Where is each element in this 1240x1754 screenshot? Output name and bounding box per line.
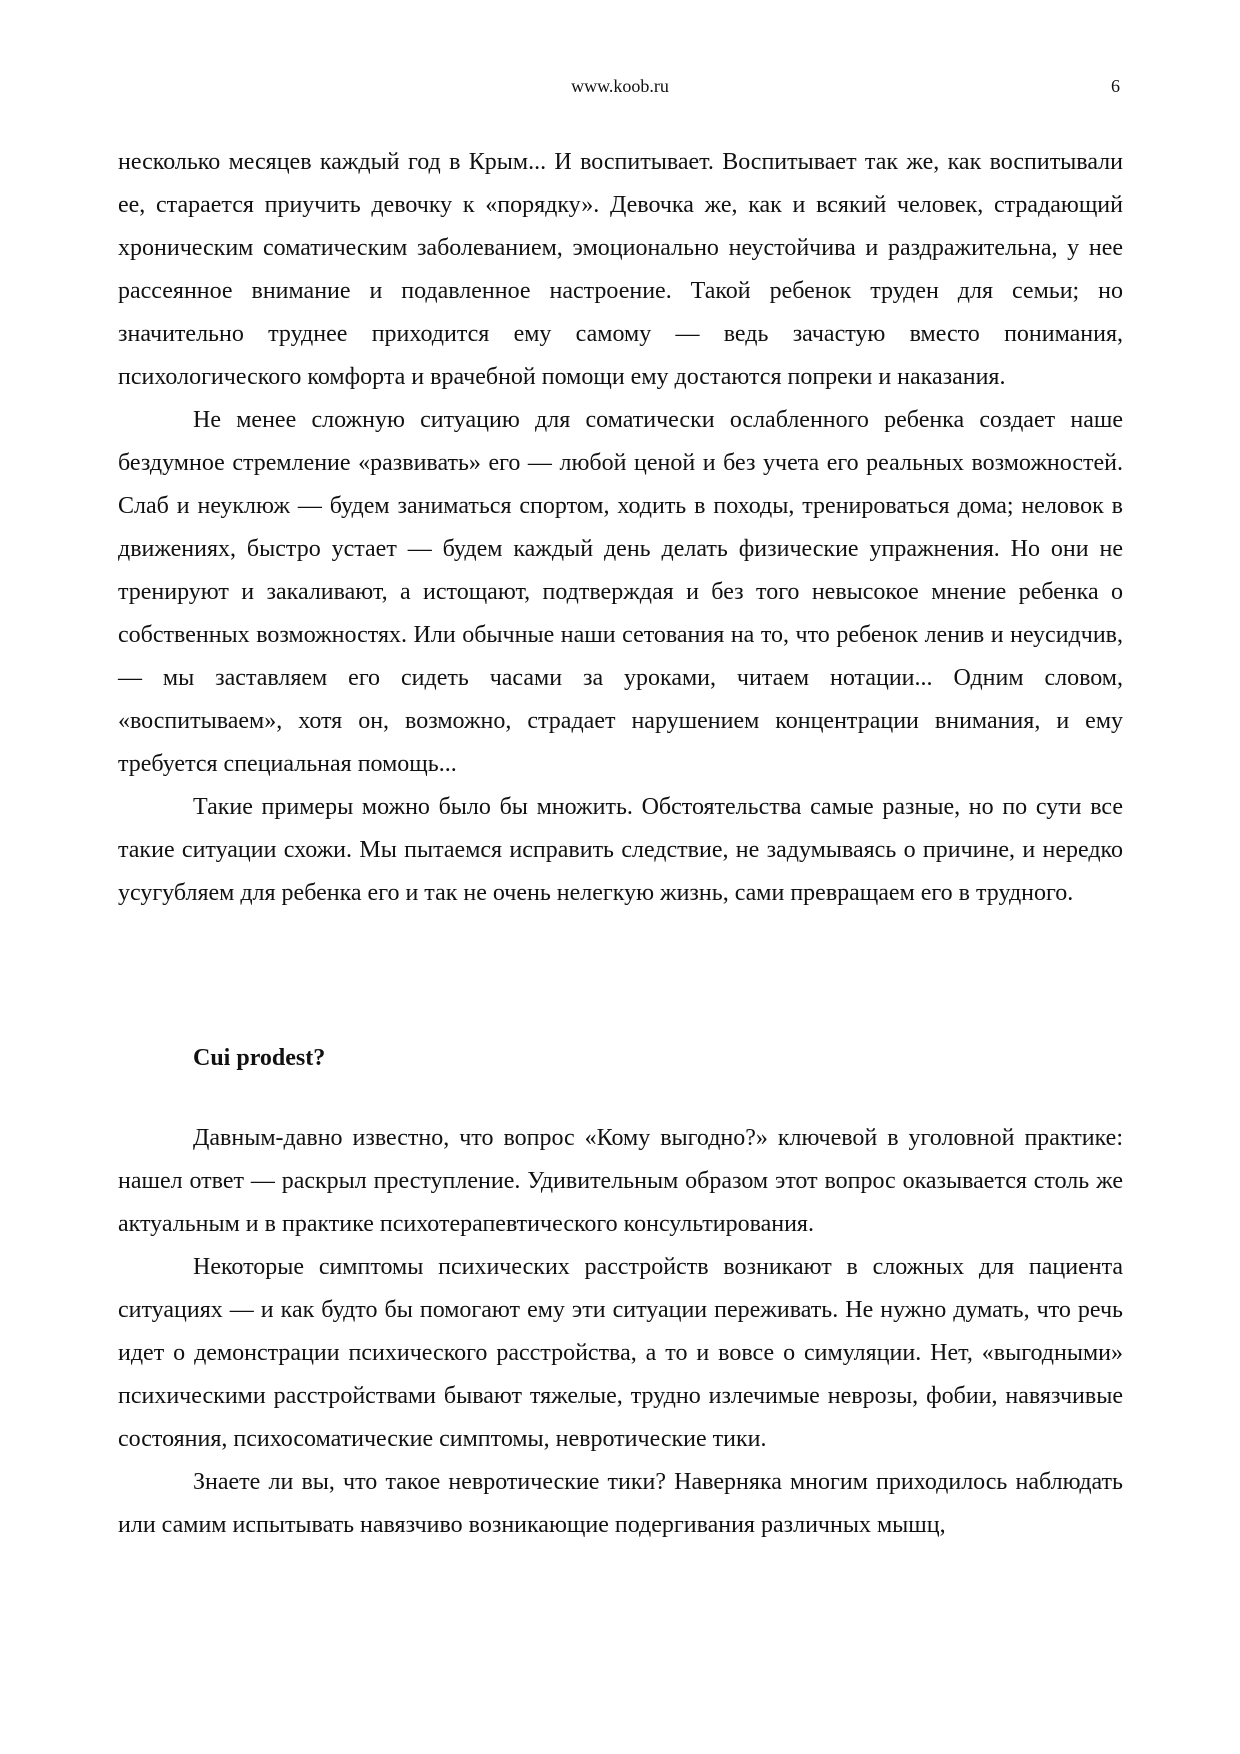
paragraph: Давным-давно известно, что вопрос «Кому выгодно?» ключевой в уголовной практике: нашел ответ — раскрыл преступление. Удивительным образом этот вопрос оказывается столь же актуальным и в практике психотерапевтического консультирования. bbox=[118, 1125, 1123, 1237]
section-title: Cui prodest? bbox=[193, 1045, 326, 1071]
paragraph: Знаете ли вы, что такое невротические тики? Наверняка многим приходилось наблюдать или самим испытывать навязчиво возникающие подергивания различных мышц, bbox=[118, 1469, 1123, 1538]
paragraph: Такие примеры можно было бы множить. Обстоятельства самые разные, но по сути все такие ситуации схожи. Мы пытаемся исправить следствие, не задумываясь о причине, и нередко усугубляем для ребенка его и так не очень нелегкую жизнь, сами превращаем его в трудного. bbox=[118, 794, 1123, 906]
header-site-url: www.koob.ru bbox=[571, 76, 669, 96]
paragraph: несколько месяцев каждый год в Крым... И воспитывает. Воспитывает так же, как воспитывали ее, старается приучить девочку к «порядку». Девочка же, как и всякий человек, страдающий хроническим соматическим заболеванием, эмоционально неустойчива и раздражительна, у нее рассеянное внимание и подавленное настроение. Такой ребенок труден для семьи; но значительно труднее приходится ему самому — ведь зачастую вместо понимания, психологического комфорта и врачебной помощи ему достаются попреки и наказания. bbox=[118, 149, 1123, 390]
spacer bbox=[118, 1080, 1123, 1117]
body-text bbox=[118, 141, 1123, 1547]
paragraph: Не менее сложную ситуацию для соматически ослабленного ребенка создает наше бездумное стремление «развивать» его — любой ценой и без учета его реальных возможностей. Слаб и неуклюж — будем заниматься спортом, ходить в походы, тренироваться дома; неловок в движениях, быстро устает — будем каждый день делать физические упражнения. Но они не тренируют и закаливают, а истощают, подтверждая и без того невысокое мнение ребенка о собственных возможностях. Или обычные наши сетования на то, что ребенок ленив и неусидчив, — мы заставляем его сидеть часами за уроками, читаем нотации... Одним словом, «воспитываем», хотя он, возможно, страдает нарушением концентрации внимания, и ему требуется специальная помощь... bbox=[118, 407, 1123, 777]
paragraph: Некоторые симптомы психических расстройств возникают в сложных для пациента ситуациях — и как будто бы помогают ему эти ситуации переживать. Не нужно думать, что речь идет о демонстрации психического расстройства, а то и вовсе о симуляции. Нет, «выгодными» психическими расстройствами бывают тяжелые, трудно излечимые неврозы, фобии, навязчивые состояния, психосоматические симптомы, невротические тики. bbox=[118, 1254, 1123, 1452]
page-number: 6 bbox=[1111, 76, 1120, 96]
spacer bbox=[118, 915, 1123, 1037]
